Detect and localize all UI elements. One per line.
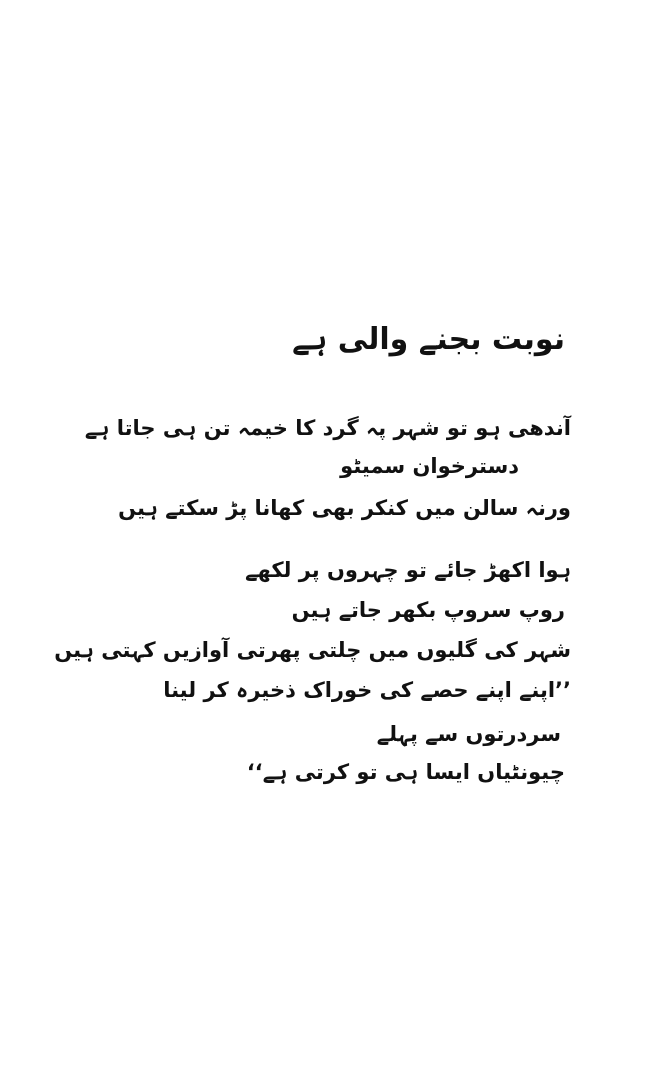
- poem-line: ورنہ سالن میں کنکر بھی کھانا پڑ سکتے ہیں: [118, 496, 571, 520]
- poem-line: چیونٹیاں ایسا ہی تو کرتی ہے‘‘: [246, 760, 565, 784]
- poem-title: نوبت بجنے والی ہے: [292, 322, 565, 357]
- poem-line: ہوا اکھڑ جائے تو چہروں پر لکھے: [245, 558, 571, 582]
- poem-line: آندھی ہو تو شہر پہ گرد کا خیمہ تن ہی جاتا ہے: [84, 416, 571, 440]
- poem-line: دسترخوان سمیٹو: [340, 454, 519, 478]
- poem-line: سردرتوں سے پہلے: [376, 722, 561, 746]
- poem-line: ’’اپنے اپنے حصے کی خوراک ذخیرہ کر لینا: [163, 678, 571, 702]
- poem-line: شہر کی گلیوں میں چلتی پھرتی آوازیں کہتی ہیں: [54, 638, 571, 662]
- poem-line: روپ سروپ بکھر جاتے ہیں: [291, 598, 565, 622]
- poem-body: [54, 0, 571, 1080]
